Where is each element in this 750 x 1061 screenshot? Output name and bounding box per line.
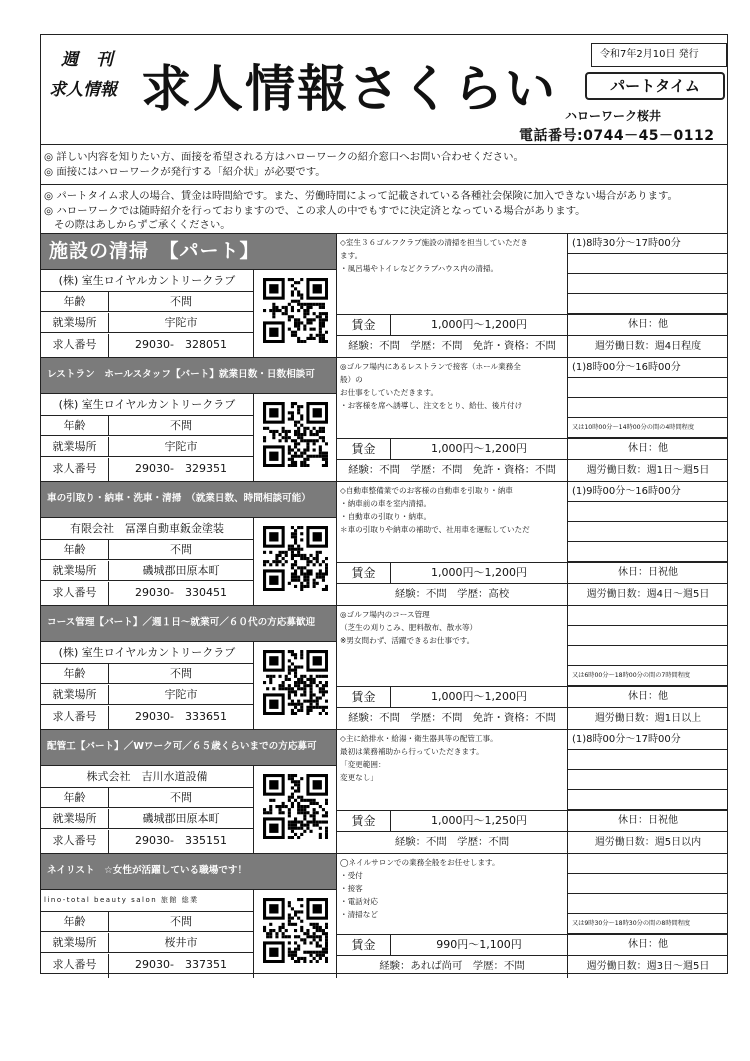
qr-code-graphic — [263, 774, 328, 839]
work-hours-cell: 又は10時00分～14時00分の間の4時間程度 — [568, 418, 728, 438]
age-label: 年齢 — [41, 912, 109, 931]
salary-label: 賃金 — [337, 687, 391, 707]
work-hours-cell: (1)9時00分～16時00分 — [568, 482, 728, 502]
description-line: ◇自動車整備業でのお客様の自動車を引取り・納車 — [340, 486, 513, 495]
age-row — [41, 416, 253, 436]
workplace-row — [41, 809, 253, 829]
age-label: 年齢 — [41, 540, 109, 559]
salary-value: 990円～1,100円 — [436, 938, 522, 951]
requirements: 経験：不問 学歴：不問 — [394, 836, 510, 848]
notice-block-1 — [41, 147, 727, 185]
notice-line: ◎ パートタイム求人の場合、賃金は時間給です。また、労働時間によって記載されている各種社会保険に加入できない場合があります。 — [44, 190, 678, 202]
job-title: 配管工【パート】／Wワーク可／６５歳くらいまでの方応募可 — [41, 730, 337, 766]
qr-code[interactable] — [253, 766, 337, 854]
work-hours-cell: (1)8時00分～17時00分 — [568, 730, 728, 750]
age-label: 年齢 — [41, 788, 109, 807]
office-name: ハローワーク桜井 — [565, 109, 662, 123]
workplace-label: 就業場所 — [41, 933, 109, 952]
job-description — [337, 482, 567, 562]
job-number-label: 求人番号 — [41, 954, 109, 978]
job-number-label: 求人番号 — [41, 458, 109, 482]
job-title: 車の引取り・納車・洗車・清掃 （就業日数、時間相談可能） — [41, 482, 337, 518]
page-title: 求人情報さくらい — [141, 60, 557, 118]
description-line: ◯ネイルサロンでの業務全般をお任せします。 — [340, 858, 500, 867]
salary-label: 賃金 — [337, 315, 391, 335]
job-description — [337, 234, 567, 314]
job-number-label: 求人番号 — [41, 582, 109, 606]
salary-value: 1,000円～1,200円 — [431, 566, 527, 579]
work-hours-cell — [568, 626, 728, 646]
job-number-row — [41, 954, 253, 978]
schedule-column — [567, 854, 727, 978]
age-row — [41, 788, 253, 808]
holiday: 休日：日祝他 — [568, 810, 728, 832]
description-line: 般）の — [340, 375, 363, 384]
job-listing — [41, 481, 727, 605]
office-phone: 電話番号:0744－45－0112 — [519, 128, 715, 144]
company-name: 株式会社 吉川水道設備 — [41, 766, 253, 788]
workplace-label: 就業場所 — [41, 437, 109, 456]
job-number-value: 29030- 330451 — [135, 586, 227, 599]
job-description — [337, 854, 567, 934]
age-label: 年齢 — [41, 664, 109, 683]
part-time-badge: パートタイム — [585, 72, 725, 100]
salary-value: 1,000円～1,200円 — [431, 690, 527, 703]
qr-code-graphic — [263, 278, 328, 343]
work-hours-cell — [568, 770, 728, 790]
job-title: レストラン ホールスタッフ【パート】就業日数・日数相談可 — [41, 358, 337, 394]
holiday: 休日：日祝他 — [568, 562, 728, 584]
company-name: (株) 室生ロイヤルカントリークラブ — [41, 642, 253, 664]
job-number-value: 29030- 335151 — [135, 834, 227, 847]
age-value: 不問 — [170, 295, 192, 308]
work-hours-cell — [568, 274, 728, 294]
description-line: お仕事をしていただきます。 — [340, 388, 439, 397]
requirements: 経験：あれば尚可 学歴：不問 — [379, 960, 525, 972]
workplace-value: 宇陀市 — [164, 316, 198, 329]
job-title: コース管理【パート】／週１日～就業可／６０代の方応募歓迎 — [41, 606, 337, 642]
qr-code[interactable] — [253, 394, 337, 482]
work-hours-cell — [568, 254, 728, 274]
schedule-column — [567, 606, 727, 730]
age-row — [41, 912, 253, 932]
age-label: 年齢 — [41, 292, 109, 311]
job-number-row — [41, 706, 253, 730]
job-description — [337, 358, 567, 438]
holiday: 休日：他 — [568, 438, 728, 460]
age-row — [41, 540, 253, 560]
qr-code[interactable] — [253, 518, 337, 606]
salary-row — [337, 438, 567, 460]
job-number-row — [41, 830, 253, 854]
workplace-value: 宇陀市 — [164, 688, 198, 701]
job-number-label: 求人番号 — [41, 334, 109, 358]
job-description — [337, 730, 567, 810]
job-number-value: 29030- 333651 — [135, 710, 227, 723]
work-days: 週労働日数：週3日～週5日 — [586, 961, 710, 972]
workplace-row — [41, 685, 253, 705]
requirements: 経験：不問 学歴：不問 免許・資格：不問 — [348, 464, 556, 476]
company-name: (株) 室生ロイヤルカントリークラブ — [41, 394, 253, 416]
description-line: ◇主に給排水・給湯・衛生器具等の配管工事。 — [340, 734, 498, 743]
schedule-column — [567, 234, 727, 358]
requirements: 経験：不問 学歴：不問 免許・資格：不問 — [348, 340, 556, 352]
work-hours-cell — [568, 378, 728, 398]
schedule-column — [567, 730, 727, 854]
work-hours-cell — [568, 294, 728, 314]
job-listing — [41, 853, 727, 977]
company-name: 有限会社 冨澤自動車鈑金塗装 — [41, 518, 253, 540]
salary-row — [337, 686, 567, 708]
holiday: 休日：他 — [568, 686, 728, 708]
job-number-value: 29030- 337351 — [135, 958, 227, 971]
requirements: 経験：不問 学歴：高校 — [394, 588, 510, 600]
job-listing — [41, 605, 727, 729]
salary-row — [337, 314, 567, 336]
description-line: ◎ゴルフ場内にあるレストランで接客（ホール業務全 — [340, 362, 521, 371]
work-hours-cell — [568, 522, 728, 542]
work-hours-cell: (1)8時30分～17時00分 — [568, 234, 728, 254]
work-hours-cell — [568, 606, 728, 626]
age-row — [41, 664, 253, 684]
salary-value: 1,000円～1,250円 — [431, 814, 527, 827]
job-title: ネイリスト ☆女性が活躍している職場です！ — [41, 854, 337, 890]
work-hours-cell — [568, 542, 728, 562]
description-line: ・自動車の引取り・納車。 — [340, 512, 432, 521]
job-listing — [41, 233, 727, 357]
work-days: 週労働日数：週4日程度 — [594, 341, 702, 352]
workplace-label: 就業場所 — [41, 685, 109, 704]
work-days: 週労働日数：週1日～週5日 — [586, 465, 710, 476]
workplace-value: 桜井市 — [164, 936, 198, 949]
company-name: lino-total beauty salon 旅館 総業 — [41, 890, 253, 912]
description-line: ◇室生３６ゴルフクラブ施設の清掃を担当していただき — [340, 238, 528, 247]
description-line: ◎ゴルフ場内のコース管理 — [340, 610, 430, 619]
notice-line: その際はあしからずご承くください。 — [54, 219, 231, 231]
salary-label: 賃金 — [337, 935, 391, 955]
schedule-column — [567, 482, 727, 606]
workplace-row — [41, 933, 253, 953]
description-line: ＊車の引取りや納車の補助で、社用車を運転していただ — [340, 525, 530, 534]
job-description — [337, 606, 567, 686]
age-label: 年齢 — [41, 416, 109, 435]
workplace-value: 宇陀市 — [164, 440, 198, 453]
description-line: （芝生の刈りこみ、肥料散布、散水等） — [340, 623, 478, 632]
salary-value: 1,000円～1,200円 — [431, 318, 527, 331]
job-title: 施設の清掃 【パート】 — [41, 234, 337, 270]
work-hours-cell — [568, 874, 728, 894]
job-flyer — [40, 34, 728, 974]
qr-code-graphic — [263, 526, 328, 591]
description-line: ます。 — [340, 251, 363, 260]
workplace-label: 就業場所 — [41, 809, 109, 828]
holiday: 休日：他 — [568, 934, 728, 956]
age-value: 不問 — [170, 667, 192, 680]
work-hours-cell: (1)8時00分～16時00分 — [568, 358, 728, 378]
salary-row — [337, 810, 567, 832]
qr-code-graphic — [263, 650, 328, 715]
job-number-value: 29030- 328051 — [135, 338, 227, 351]
age-value: 不問 — [170, 419, 192, 432]
age-value: 不問 — [170, 791, 192, 804]
job-number-label: 求人番号 — [41, 830, 109, 854]
qr-code-graphic — [263, 898, 328, 963]
work-hours-cell: 又は6時00分～18時00分の間の7時間程度 — [568, 666, 728, 686]
job-info-label: 求人情報 — [49, 80, 117, 100]
description-line: ・受付 — [340, 871, 363, 880]
work-hours-cell — [568, 894, 728, 914]
schedule-column — [567, 358, 727, 482]
description-line: 変更なし」 — [340, 773, 378, 782]
requirements: 経験：不問 学歴：不問 免許・資格：不問 — [348, 712, 556, 724]
age-value: 不問 — [170, 543, 192, 556]
work-hours-cell — [568, 790, 728, 810]
notice-line: ◎ ハローワークでは随時紹介を行っておりますので、この求人の中でもすでに決定済となっている場合があります。 — [44, 204, 586, 217]
work-hours-cell — [568, 646, 728, 666]
workplace-row — [41, 437, 253, 457]
company-name: (株) 室生ロイヤルカントリークラブ — [41, 270, 253, 292]
description-line: 「変更範囲： — [340, 760, 386, 769]
job-number-value: 29030- 329351 — [135, 462, 227, 475]
description-line: ・風呂場やトイレなどクラブハウス内の清掃。 — [340, 264, 499, 273]
salary-row — [337, 562, 567, 584]
workplace-value: 磯城郡田原本町 — [142, 812, 220, 825]
qr-code[interactable] — [253, 642, 337, 730]
job-listing — [41, 357, 727, 481]
workplace-row — [41, 561, 253, 581]
qr-code-graphic — [263, 402, 328, 467]
description-line: ・清掃など — [340, 910, 378, 919]
weekly-label: 週 刊 — [61, 50, 119, 70]
age-row — [41, 292, 253, 312]
qr-code[interactable] — [253, 270, 337, 358]
work-hours-cell — [568, 750, 728, 770]
header — [41, 35, 727, 145]
salary-label: 賃金 — [337, 811, 391, 831]
workplace-label: 就業場所 — [41, 313, 109, 332]
job-number-row — [41, 334, 253, 358]
holiday: 休日：他 — [568, 314, 728, 336]
salary-value: 1,000円～1,200円 — [431, 442, 527, 455]
notice-line: ◎ 詳しい内容を知りたい方、面接を希望される方はハローワークの紹介窓口へお問い合わせください。 — [44, 151, 524, 163]
issue-date: 令和7年2月10日 発行 — [591, 43, 727, 67]
age-value: 不問 — [170, 915, 192, 928]
work-hours-cell — [568, 502, 728, 522]
job-number-row — [41, 582, 253, 606]
description-line: ・お客様を席へ誘導し、注文をとり、給仕、後片付け — [340, 401, 523, 410]
job-listing — [41, 729, 727, 853]
salary-label: 賃金 — [337, 439, 391, 459]
salary-row — [337, 934, 567, 956]
notice-block-2 — [41, 187, 727, 233]
job-number-label: 求人番号 — [41, 706, 109, 730]
workplace-label: 就業場所 — [41, 561, 109, 580]
work-days: 週労働日数：週1日以上 — [594, 713, 702, 724]
work-hours-cell — [568, 854, 728, 874]
workplace-row — [41, 313, 253, 333]
description-line: 最初は業務補助から行っていただきます。 — [340, 747, 484, 756]
job-number-row — [41, 458, 253, 482]
description-line: ※男女問わず、活躍できるお仕事です。 — [340, 636, 475, 645]
work-days: 週労働日数：週5日以内 — [594, 837, 702, 848]
salary-label: 賃金 — [337, 563, 391, 583]
work-hours-cell — [568, 398, 728, 418]
description-line: ・電話対応 — [340, 897, 378, 906]
description-line: ・接客 — [340, 884, 363, 893]
notice-line: ◎ 面接にはハローワークが発行する「紹介状」が必要です。 — [44, 166, 326, 178]
description-line: ・納車前の車を室内清掃。 — [340, 499, 432, 508]
qr-code[interactable] — [253, 890, 337, 978]
workplace-value: 磯城郡田原本町 — [142, 564, 220, 577]
work-days: 週労働日数：週4日～週5日 — [586, 589, 710, 600]
work-hours-cell: 又は9時30分～18時30分の間の8時間程度 — [568, 914, 728, 934]
